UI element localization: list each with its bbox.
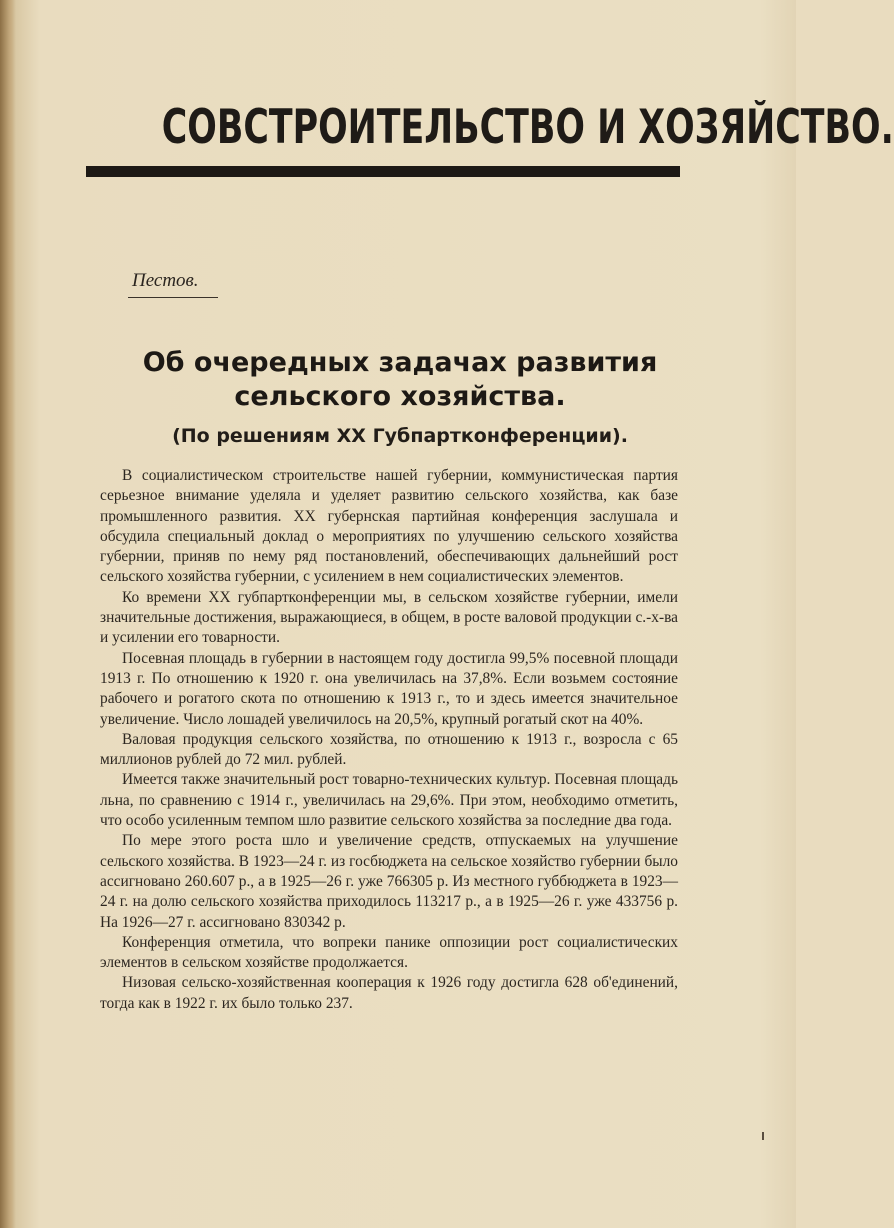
paragraph: Имеется также значительный рост товарно-технических культур. Посевная площадь льна, по сравнению с 1914 г., увеличилась на 29,6%. При этом, необходимо отметить, что особо усиленным темпом шло развитие сельского хозяйства за последние два года. [100, 771, 678, 830]
section-title: СОВСТРОИТЕЛЬСТВО И ХОЗЯЙСТВО. [161, 100, 894, 155]
paragraph: Низовая сельско-хозяйственная кооперация к 1926 году достигла 628 об'единений, тогда как в 1922 г. их было только 237. [100, 974, 678, 1012]
author-underline [128, 297, 218, 298]
article-author: Пестов. [132, 270, 199, 291]
paragraph: Валовая продукция сельского хозяйства, по отношению к 1913 г., возросла с 65 миллионов рублей до 72 мил. рублей. [100, 730, 678, 769]
section-title-rule [86, 166, 680, 177]
book-binding-edge [0, 0, 16, 1228]
paragraph: Посевная площадь в губернии в настоящем году достигла 99,5% посевной площади 1913 г. По отношению к 1920 г. она увеличилась на 37,8%. Если возьмем состояние рабочего и рогатого скота по отношению к 1913 г., то и здесь имеется значительное увеличение. Число лошадей увеличилось на 20,5%, крупный рогатый скот на 40%. [100, 649, 678, 728]
paragraph: По мере этого роста шло и увеличение средств, отпускаемых на улучшение сельского хозяйства. В 1923—24 г. из госбюджета на сельское хозяйство губернии было ассигновано 260.607 р., а в 1925—26 г. уже 766305 р. Из местного губбюджета в 1923—24 г. на долю сельского хозяйства приходилось 113217 р., а в 1925—26 г. уже 433756 р. На 1926—27 г. ассигновано 830342 р. [100, 832, 678, 931]
margin-mark [762, 1132, 764, 1140]
paragraph: В социалистическом строительстве нашей губернии, коммунистическая партия серьезное внимание уделяла и уделяет развитию сельского хозяйства, как базе промышленного развития. XX губернская партийная конференция заслушала и обсудила специальный доклад о мероприятиях по улучшению сельского хозяйства губернии, приняв по нему ряд постановлений, обеспечивающих дальнейший рост сельского хозяйства губернии, с усилением в нем социалистических элементов. [100, 467, 678, 586]
article-body [100, 466, 678, 1014]
paragraph: Конференция отметила, что вопреки панике оппозиции рост социалистических элементов в сельском хозяйстве продолжается. [100, 933, 678, 972]
paragraph: Ко времени XX губпартконференции мы, в сельском хозяйстве губернии, имели значительные достижения, выражающиеся, в общем, в росте валовой продукции с.-х-ва и усилении его товарности. [100, 588, 678, 647]
article-subtitle: (По решениям XX Губпартконференции). [172, 425, 628, 447]
article-title: Об очередных задачах развития сельского хозяйства. [142, 347, 658, 412]
